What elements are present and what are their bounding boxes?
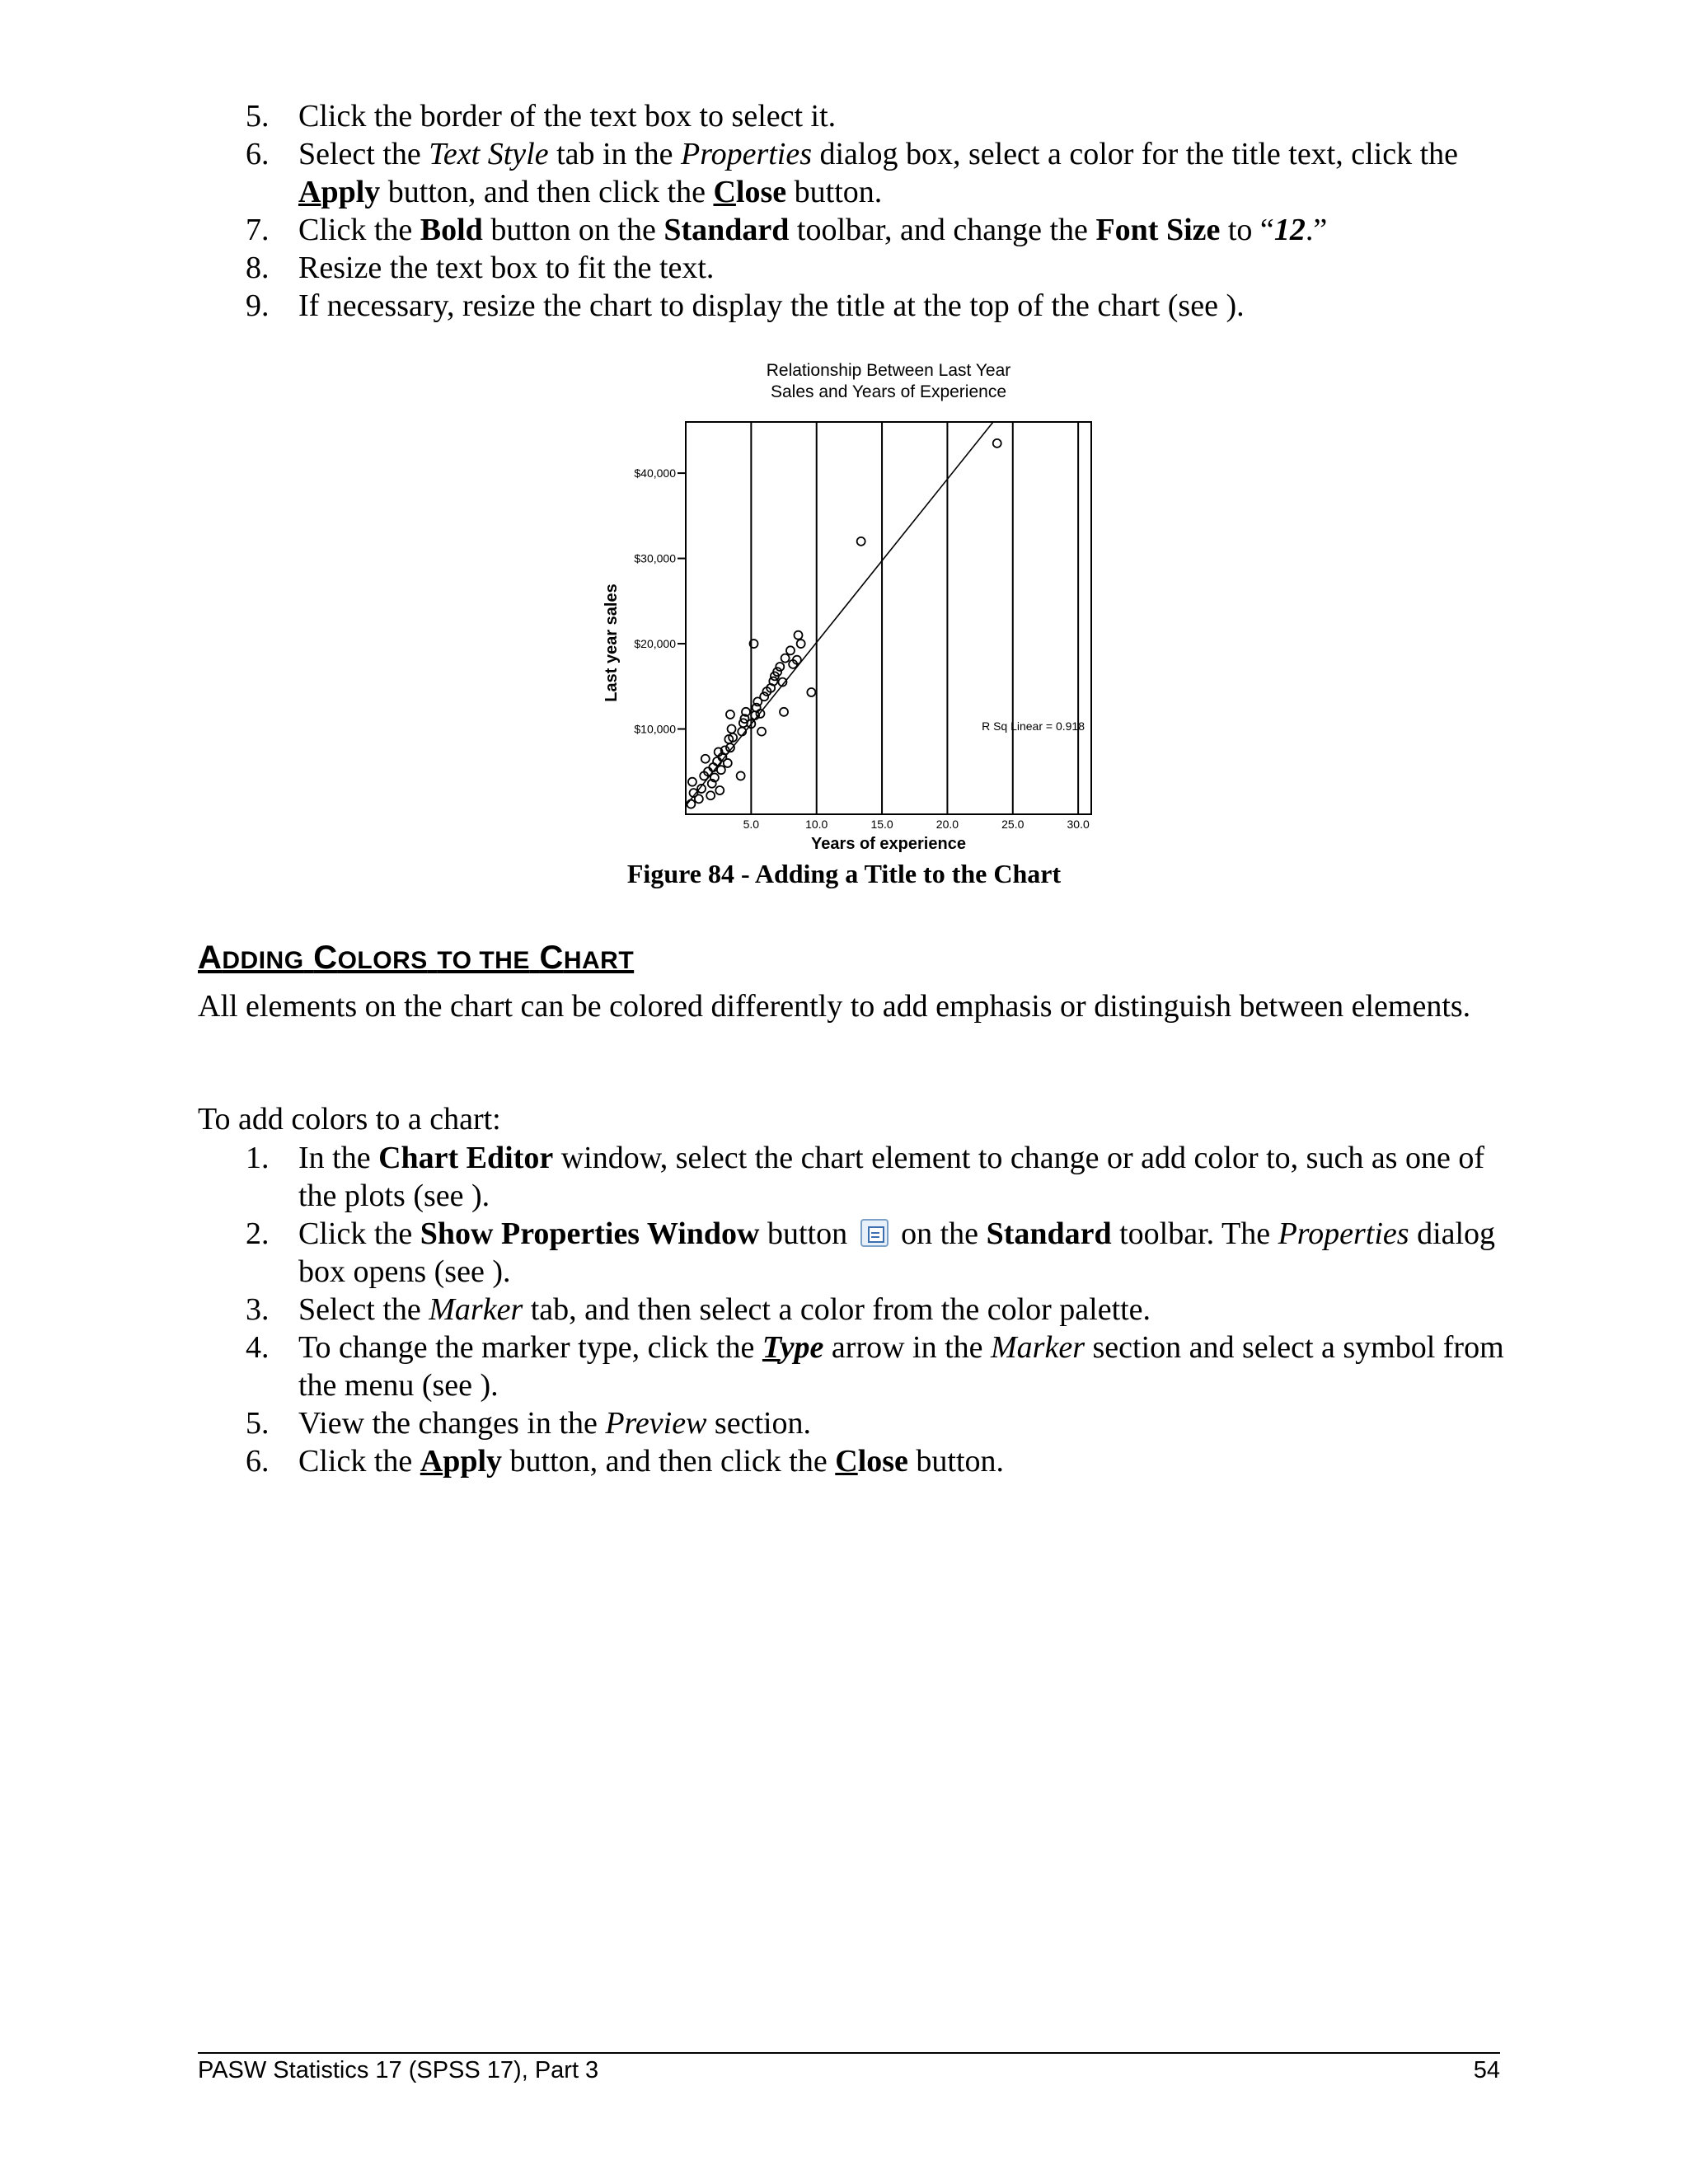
step-number: 6. <box>246 1444 270 1479</box>
step-text: In the <box>298 1141 379 1175</box>
step-number: 9. <box>246 288 270 323</box>
step-text: Standard <box>986 1216 1112 1251</box>
heading-word-1-initial: A <box>198 940 223 976</box>
step-text: C <box>713 175 736 209</box>
step-text: window, select the chart element to change or add color to, such as one of the plots (see ). <box>298 1141 1484 1213</box>
step-text: Resize the text box to fit the text. <box>298 251 715 285</box>
step-text: Font Size <box>1095 213 1221 247</box>
step-number: 5. <box>246 99 270 134</box>
footer-divider <box>198 2052 1500 2054</box>
step-text: button. <box>786 175 883 209</box>
step-text: Preview <box>605 1406 707 1441</box>
step-number: 6. <box>246 137 270 171</box>
step-number: 1. <box>246 1141 270 1175</box>
step-text: Marker <box>991 1330 1085 1365</box>
step-number: 2. <box>246 1216 270 1251</box>
x-tick-label: 5.0 <box>743 818 760 831</box>
step-text: .” <box>1305 213 1328 247</box>
step-text: button, and then click the <box>502 1444 836 1479</box>
step-text: Properties <box>1278 1216 1409 1251</box>
step-text: A <box>420 1444 443 1479</box>
footer-title: PASW Statistics 17 (SPSS 17), Part 3 <box>198 2057 599 2083</box>
step-number: 7. <box>246 213 270 247</box>
step-text: button <box>759 1216 856 1251</box>
x-tick-label: 10.0 <box>805 818 828 831</box>
step-item <box>198 287 1517 325</box>
step-item <box>198 97 1517 135</box>
scatter-chart <box>577 346 1104 857</box>
y-tick-label: $10,000 <box>634 722 676 736</box>
step-item <box>198 1442 1517 1480</box>
step-text: dialog box opens (see ). <box>298 1216 1496 1289</box>
x-axis-label: Years of experience <box>811 835 966 853</box>
x-tick-label: 15.0 <box>870 818 893 831</box>
step-text: To change the marker type, click the <box>298 1330 762 1365</box>
step-item <box>198 1139 1517 1215</box>
step-text: pply <box>443 1444 503 1479</box>
step-item <box>198 1404 1517 1442</box>
plot-frame <box>686 422 1091 814</box>
step-text: toolbar, and change the <box>789 213 1096 247</box>
step-text: A <box>298 175 321 209</box>
step-text: tab, and then select a color from the color palette. <box>523 1292 1151 1327</box>
y-tick-label: $40,000 <box>634 466 676 480</box>
step-text: Click the <box>298 1216 420 1251</box>
step-text: button, and then click the <box>380 175 714 209</box>
x-tick-label: 20.0 <box>935 818 959 831</box>
y-tick-label: $30,000 <box>634 551 676 565</box>
step-item <box>198 1329 1517 1404</box>
step-text: lose <box>735 175 787 209</box>
step-text: Chart Editor <box>378 1141 554 1175</box>
step-text: on the <box>893 1216 987 1251</box>
step-number: 4. <box>246 1330 270 1365</box>
step-text: pply <box>321 175 381 209</box>
figure-caption: Figure 84 - Adding a Title to the Chart <box>626 859 1062 888</box>
step-text: toolbar. The <box>1111 1216 1278 1251</box>
y-tick-label: $20,000 <box>634 637 676 651</box>
heading-word-1-rest: DDING <box>222 947 304 974</box>
step-text: Click the <box>298 1444 420 1479</box>
step-text: lose <box>857 1444 908 1479</box>
heading-word-4-rest: HART <box>563 947 635 974</box>
step-text: dialog box, select a color for the title text, click the <box>812 137 1459 171</box>
lead-paragraph: To add colors to a chart: <box>198 1102 501 1137</box>
step-text: T <box>762 1330 781 1365</box>
step-text: Show Properties Window <box>420 1216 760 1251</box>
step-item <box>198 249 1517 287</box>
x-tick-label: 25.0 <box>1001 818 1025 831</box>
step-text: section. <box>706 1406 812 1441</box>
step-text: Click the border of the text box to select it. <box>298 99 837 134</box>
steps-list-bottom <box>198 1139 1517 1480</box>
step-text: Text Style <box>429 137 549 171</box>
step-text: section and select a symbol from the menu (see ). <box>298 1330 1504 1403</box>
step-text: 12 <box>1273 213 1306 247</box>
step-text: arrow in the <box>823 1330 992 1365</box>
section-heading <box>198 940 634 977</box>
step-text: C <box>835 1444 858 1479</box>
step-item <box>198 135 1517 211</box>
chart-title-line: Sales and Years of Experience <box>770 382 1007 401</box>
step-number: 3. <box>246 1292 270 1327</box>
y-axis-label: Last year sales <box>603 583 621 702</box>
heading-word-3: TO THE <box>437 947 530 974</box>
step-text: View the changes in the <box>298 1406 606 1441</box>
step-text: Marker <box>429 1292 523 1327</box>
heading-word-4-initial: C <box>539 940 564 976</box>
page-number: 54 <box>1473 2057 1500 2083</box>
intro-paragraph: All elements on the chart can be colored differently to add emphasis or distinguish between elements. <box>198 989 1471 1024</box>
r-squared-annotation: R Sq Linear = 0.918 <box>982 719 1085 733</box>
step-text: If necessary, resize the chart to display the title at the top of the chart (see ). <box>298 288 1245 323</box>
step-text: Select the <box>298 137 429 171</box>
step-text: Properties <box>680 137 812 171</box>
step-text: button. <box>907 1444 1005 1479</box>
step-text: tab in the <box>548 137 681 171</box>
step-number: 8. <box>246 251 270 285</box>
step-text: Select the <box>298 1292 429 1327</box>
step-text: ype <box>780 1330 824 1365</box>
x-tick-label: 30.0 <box>1067 818 1090 831</box>
step-text: Standard <box>663 213 790 247</box>
heading-word-2-rest: OLORS <box>337 947 428 974</box>
properties-window-icon <box>860 1219 889 1247</box>
chart-title-line: Relationship Between Last Year <box>766 361 1011 380</box>
scatter-chart-figure <box>577 346 1104 857</box>
step-text: Bold <box>420 213 483 247</box>
steps-list-top <box>198 97 1517 325</box>
heading-word-2-initial: C <box>313 940 338 976</box>
step-text: to “ <box>1220 213 1274 247</box>
step-number: 5. <box>246 1406 270 1441</box>
step-item <box>198 211 1517 249</box>
step-item <box>198 1291 1517 1329</box>
step-text: Click the <box>298 213 420 247</box>
step-text: button on the <box>482 213 664 247</box>
step-item <box>198 1215 1517 1291</box>
